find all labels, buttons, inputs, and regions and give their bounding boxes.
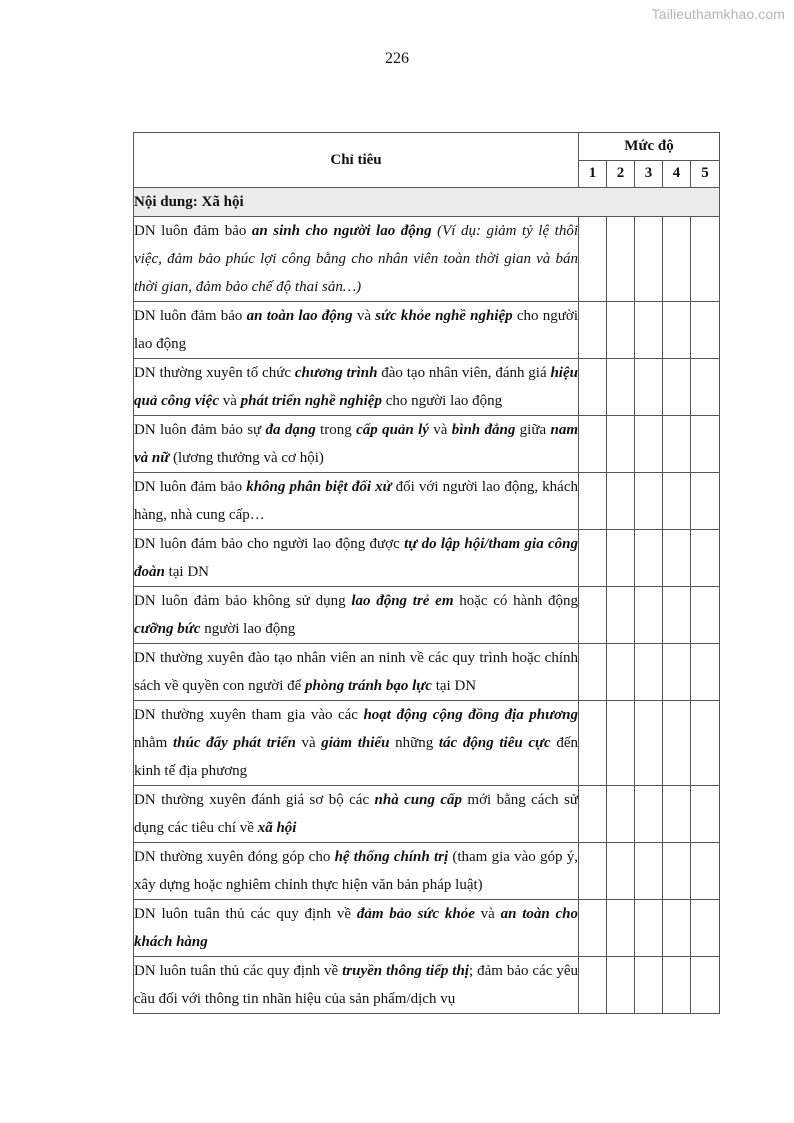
rating-cell-1[interactable] bbox=[579, 843, 607, 900]
page-number: 226 bbox=[385, 50, 409, 67]
rating-cell-4[interactable] bbox=[663, 473, 691, 530]
criterion-text-segment: và bbox=[352, 308, 376, 324]
rating-cell-4[interactable] bbox=[663, 416, 691, 473]
rating-cell-4[interactable] bbox=[663, 644, 691, 701]
criterion-text-segment: tự do lập hội/tham gia công đoàn bbox=[134, 536, 579, 580]
rating-cell-3[interactable] bbox=[635, 217, 663, 302]
rating-cell-5[interactable] bbox=[691, 530, 720, 587]
rating-cell-2[interactable] bbox=[607, 530, 635, 587]
criterion-text-segment: thúc đẩy phát triển bbox=[172, 735, 296, 751]
criterion-text-segment: DN thường xuyên đánh giá sơ bộ các bbox=[134, 792, 375, 808]
rating-cell-1[interactable] bbox=[579, 473, 607, 530]
rating-cell-4[interactable] bbox=[663, 302, 691, 359]
rating-cell-5[interactable] bbox=[691, 302, 720, 359]
rating-cell-4[interactable] bbox=[663, 843, 691, 900]
criterion-text-segment: hiệu quả công việc bbox=[134, 365, 578, 409]
rating-cell-2[interactable] bbox=[607, 587, 635, 644]
rating-cell-4[interactable] bbox=[663, 217, 691, 302]
rating-cell-1[interactable] bbox=[579, 701, 607, 786]
criterion-text-segment: an toàn cho khách hàng bbox=[134, 906, 578, 950]
criterion-text bbox=[134, 843, 579, 900]
criterion-text-segment: và bbox=[218, 393, 241, 409]
criterion-text-segment: truyền thông tiếp thị bbox=[342, 963, 469, 979]
rating-cell-3[interactable] bbox=[635, 473, 663, 530]
rating-cell-2[interactable] bbox=[607, 217, 635, 302]
criterion-text-segment: cho người lao động bbox=[134, 308, 578, 352]
criterion-text-segment: nam và nữ bbox=[134, 422, 578, 466]
criterion-row bbox=[134, 701, 720, 786]
criterion-text-segment: DN luôn đảm bảo bbox=[134, 308, 247, 324]
rating-cell-2[interactable] bbox=[607, 359, 635, 416]
rating-cell-2[interactable] bbox=[607, 957, 635, 1014]
scale-header-5: 5 bbox=[691, 160, 720, 188]
criterion-text bbox=[134, 530, 579, 587]
criterion-text bbox=[134, 900, 579, 957]
criterion-text-segment: an toàn lao động bbox=[246, 308, 353, 324]
rating-cell-1[interactable] bbox=[579, 957, 607, 1014]
rating-cell-5[interactable] bbox=[691, 587, 720, 644]
criterion-text-segment: những bbox=[389, 735, 439, 751]
criterion-text-segment: DN thường xuyên tham gia vào các bbox=[134, 707, 364, 723]
rating-cell-4[interactable] bbox=[663, 957, 691, 1014]
criterion-text-segment: phòng tránh bạo lực bbox=[305, 678, 432, 694]
criterion-text-segment: DN luôn đảm bảo bbox=[134, 479, 247, 495]
criterion-text-segment: cưỡng bức bbox=[134, 621, 201, 637]
criterion-text-segment: hoặc có hành động bbox=[453, 593, 578, 609]
criterion-text-segment: hệ thống chính trị bbox=[334, 849, 449, 865]
rating-cell-3[interactable] bbox=[635, 900, 663, 957]
rating-cell-3[interactable] bbox=[635, 359, 663, 416]
scale-header-2: 2 bbox=[607, 160, 635, 188]
criterion-text bbox=[134, 473, 579, 530]
rating-cell-5[interactable] bbox=[691, 701, 720, 786]
criterion-text-segment: tại DN bbox=[164, 564, 210, 580]
criterion-row bbox=[134, 359, 720, 416]
criteria-table bbox=[133, 132, 720, 1014]
rating-cell-4[interactable] bbox=[663, 900, 691, 957]
rating-cell-2[interactable] bbox=[607, 473, 635, 530]
rating-cell-1[interactable] bbox=[579, 587, 607, 644]
criterion-text-segment: DN thường xuyên đóng góp cho bbox=[134, 849, 335, 865]
rating-cell-3[interactable] bbox=[635, 644, 663, 701]
rating-cell-1[interactable] bbox=[579, 359, 607, 416]
rating-cell-1[interactable] bbox=[579, 302, 607, 359]
rating-cell-1[interactable] bbox=[579, 900, 607, 957]
rating-cell-4[interactable] bbox=[663, 701, 691, 786]
criterion-row bbox=[134, 302, 720, 359]
criterion-text-segment: (lương thưởng và cơ hội) bbox=[169, 450, 324, 466]
criterion-text bbox=[134, 644, 579, 701]
criterion-text-segment: không phân biệt đối xử bbox=[246, 479, 392, 495]
criterion-text-segment: DN luôn tuân thủ các quy định về bbox=[134, 906, 357, 922]
criterion-text-segment: cấp quản lý bbox=[356, 422, 429, 438]
criterion-text-segment: (tham gia vào góp ý, xây dựng hoặc nghiêm chỉnh thực hiện văn bản pháp luật) bbox=[134, 849, 578, 893]
scale-header-1: 1 bbox=[579, 160, 607, 188]
criterion-text-segment: đào tạo nhân viên, đánh giá bbox=[377, 365, 551, 381]
criterion-text-segment: DN luôn đảm bảo bbox=[134, 223, 252, 239]
criterion-text bbox=[134, 302, 579, 359]
rating-cell-1[interactable] bbox=[579, 217, 607, 302]
level-header: Mức độ bbox=[579, 133, 720, 161]
rating-cell-5[interactable] bbox=[691, 217, 720, 302]
criterion-row bbox=[134, 587, 720, 644]
criterion-text-segment: cho người lao động bbox=[381, 393, 503, 409]
criterion-text-segment: đối với người lao động, khách hàng, nhà cung cấp… bbox=[134, 479, 578, 523]
criterion-text-segment: trong bbox=[315, 422, 357, 438]
criterion-row bbox=[134, 416, 720, 473]
criterion-row bbox=[134, 843, 720, 900]
criterion-row bbox=[134, 530, 720, 587]
rating-cell-5[interactable] bbox=[691, 416, 720, 473]
criterion-text bbox=[134, 217, 579, 302]
criterion-text-segment: giảm thiểu bbox=[321, 735, 390, 751]
rating-cell-5[interactable] bbox=[691, 957, 720, 1014]
rating-cell-3[interactable] bbox=[635, 957, 663, 1014]
criterion-text bbox=[134, 416, 579, 473]
rating-cell-5[interactable] bbox=[691, 900, 720, 957]
criterion-row bbox=[134, 957, 720, 1014]
watermark: Tailieuthamkhao.com bbox=[651, 6, 785, 22]
rating-cell-3[interactable] bbox=[635, 786, 663, 843]
criterion-text-segment: DN luôn đảm bảo không sử dụng bbox=[134, 593, 352, 609]
rating-cell-3[interactable] bbox=[635, 843, 663, 900]
criterion-text-segment: DN luôn đảm bảo cho người lao động được bbox=[134, 536, 405, 552]
criterion-text-segment: nhà cung cấp bbox=[374, 792, 463, 808]
criterion-text-segment: đa dạng bbox=[265, 422, 316, 438]
criterion-row bbox=[134, 644, 720, 701]
criterion-text-segment: hoạt động cộng đồng địa phương bbox=[363, 707, 578, 723]
rating-cell-5[interactable] bbox=[691, 843, 720, 900]
criterion-text-segment: đảm bảo sức khỏe bbox=[356, 906, 475, 922]
rating-cell-5[interactable] bbox=[691, 359, 720, 416]
criterion-text bbox=[134, 786, 579, 843]
rating-cell-3[interactable] bbox=[635, 302, 663, 359]
rating-cell-5[interactable] bbox=[691, 786, 720, 843]
criterion-text bbox=[134, 957, 579, 1014]
section-title: Nội dung: Xã hội bbox=[134, 188, 720, 217]
rating-cell-5[interactable] bbox=[691, 473, 720, 530]
rating-cell-1[interactable] bbox=[579, 644, 607, 701]
criterion-text-segment: phát triển nghề nghiệp bbox=[240, 393, 382, 409]
rating-cell-2[interactable] bbox=[607, 644, 635, 701]
criterion-text-segment: chương trình bbox=[294, 365, 378, 381]
criterion-text-segment: xã hội bbox=[257, 820, 297, 836]
criterion-row bbox=[134, 900, 720, 957]
criterion-text-segment: đến kinh tế địa phương bbox=[134, 735, 578, 779]
criteria-header: Chỉ tiêu bbox=[134, 133, 579, 188]
rating-cell-3[interactable] bbox=[635, 587, 663, 644]
criterion-text-segment: giữa bbox=[515, 422, 551, 438]
criterion-text-segment: và bbox=[474, 906, 501, 922]
rating-cell-4[interactable] bbox=[663, 359, 691, 416]
criterion-text-segment: mới bằng cách sử dụng các tiêu chí về bbox=[134, 792, 578, 836]
criterion-text-segment: người lao động bbox=[200, 621, 296, 637]
criterion-text-segment: nhằm bbox=[134, 735, 173, 751]
scale-header-3: 3 bbox=[635, 160, 663, 188]
rating-cell-1[interactable] bbox=[579, 530, 607, 587]
criterion-text-segment: lao động trẻ em bbox=[351, 593, 454, 609]
rating-cell-2[interactable] bbox=[607, 416, 635, 473]
criterion-text-segment: tại DN bbox=[431, 678, 477, 694]
rating-cell-5[interactable] bbox=[691, 644, 720, 701]
criterion-text-segment: DN thường xuyên tổ chức bbox=[134, 365, 295, 381]
criterion-text-segment: và bbox=[295, 735, 322, 751]
rating-cell-4[interactable] bbox=[663, 530, 691, 587]
criterion-text-segment: DN thường xuyên đào tạo nhân viên an ninh về các quy trình hoặc chính sách về quyền con người để bbox=[134, 650, 578, 694]
criterion-row bbox=[134, 473, 720, 530]
rating-cell-4[interactable] bbox=[663, 587, 691, 644]
rating-cell-2[interactable] bbox=[607, 701, 635, 786]
criterion-text-segment: DN luôn tuân thủ các quy định về bbox=[134, 963, 343, 979]
rating-cell-2[interactable] bbox=[607, 843, 635, 900]
rating-cell-1[interactable] bbox=[579, 416, 607, 473]
rating-cell-2[interactable] bbox=[607, 786, 635, 843]
criterion-row bbox=[134, 217, 720, 302]
criterion-text-segment: an sinh cho người lao động bbox=[251, 223, 432, 239]
rating-cell-2[interactable] bbox=[607, 900, 635, 957]
scale-header-4: 4 bbox=[663, 160, 691, 188]
criterion-text-segment: (Ví dụ: giảm tỷ lệ thôi việc, đảm bảo phúc lợi công bằng cho nhân viên toàn thời gian và bán thời gian, đảm bảo chế độ thai sản…) bbox=[134, 223, 578, 295]
criterion-text-segment: tác động tiêu cực bbox=[438, 735, 551, 751]
rating-cell-3[interactable] bbox=[635, 530, 663, 587]
criterion-text-segment: và bbox=[428, 422, 452, 438]
rating-cell-4[interactable] bbox=[663, 786, 691, 843]
rating-cell-2[interactable] bbox=[607, 302, 635, 359]
rating-cell-1[interactable] bbox=[579, 786, 607, 843]
criterion-text bbox=[134, 587, 579, 644]
rating-cell-3[interactable] bbox=[635, 416, 663, 473]
criterion-row bbox=[134, 786, 720, 843]
criterion-text bbox=[134, 701, 579, 786]
criterion-text-segment: sức khỏe nghề nghiệp bbox=[375, 308, 513, 324]
criterion-text-segment: bình đẳng bbox=[451, 422, 516, 438]
criterion-text bbox=[134, 359, 579, 416]
criterion-text-segment: ; đảm bảo các yêu cầu đối với thông tin nhãn hiệu của sản phẩm/dịch vụ bbox=[134, 963, 578, 1007]
criterion-text-segment: DN luôn đảm bảo sự bbox=[134, 422, 266, 438]
rating-cell-3[interactable] bbox=[635, 701, 663, 786]
